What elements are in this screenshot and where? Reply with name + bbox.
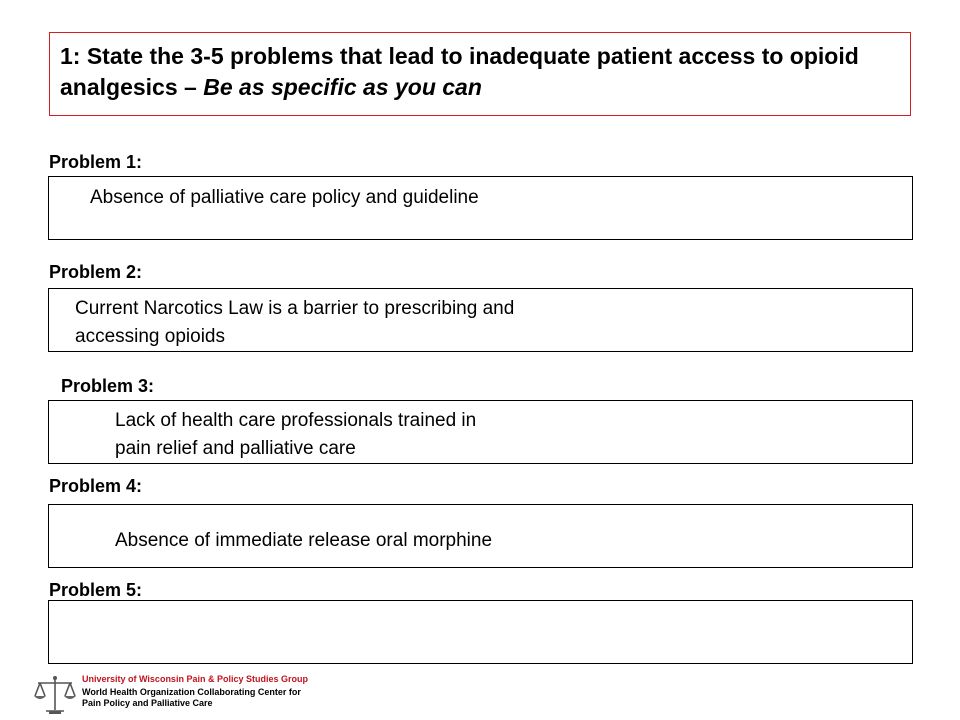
title-box [49,32,911,116]
problem-2-label: Problem 2: [49,262,143,282]
problem-1-text: Absence of palliative care policy and guideline [90,187,479,208]
problem-4-label: Problem 4: [49,476,143,496]
problem-1-box[interactable] [48,176,913,240]
scales-of-justice-icon [32,674,78,716]
problem-4-box[interactable] [48,504,913,568]
problem-2-box[interactable] [48,288,913,352]
problem-3-text: Lack of health care professionals trained in pain relief and palliative care [115,410,477,459]
problem-4-text: Absence of immediate release oral morphine [115,530,493,551]
problem-3-label: Problem 3: [61,376,155,396]
title-main: 1: State the 3-5 problems that lead to inadequate patient access to opioid analgesics – [60,43,859,100]
problem-3-box[interactable] [48,400,913,464]
footer [24,672,364,718]
problem-5-label: Problem 5: [49,580,143,600]
footer-org-line: University of Wisconsin Pain & Policy Studies Group [82,674,308,684]
problem-1-label: Problem 1: [49,152,143,172]
footer-who-line: World Health Organization Collaborating Center for Pain Policy and Palliative Care [82,687,301,708]
slide-title [60,41,900,103]
problem-5-box[interactable] [48,600,913,664]
problem-2-text: Current Narcotics Law is a barrier to prescribing and accessing opioids [75,298,515,347]
title-emphasis: Be as specific as you can [203,74,482,100]
